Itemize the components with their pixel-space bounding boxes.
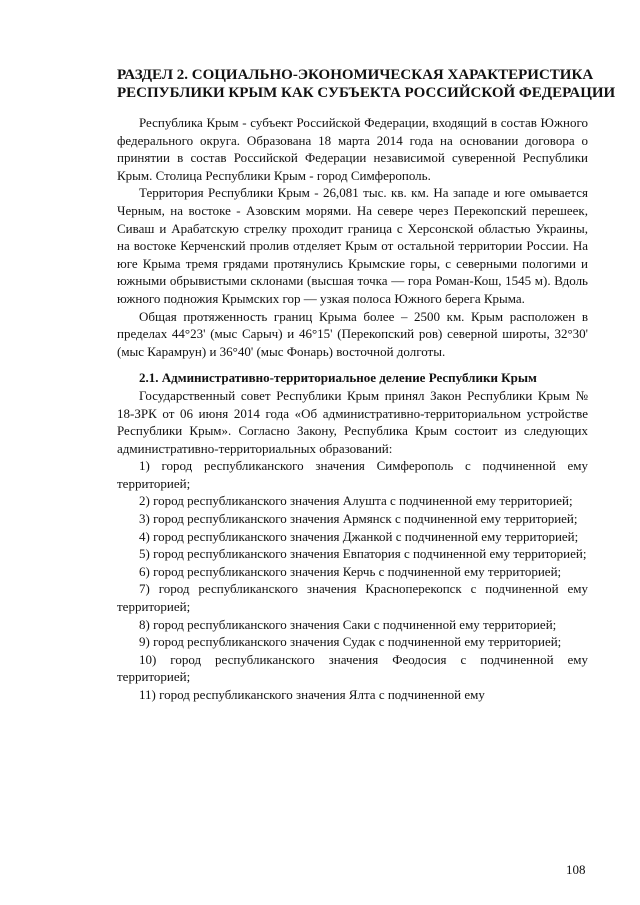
section-title <box>117 66 616 102</box>
list-item: 10) город республиканского значения Феодосия с подчиненной ему территорией; <box>117 651 588 685</box>
list-item: 8) город республиканского значения Саки с подчиненной ему территорией; <box>139 616 557 632</box>
list-item: 11) город республиканского значения Ялта с подчиненной ему <box>139 687 485 702</box>
page-number: 108 <box>566 862 586 877</box>
paragraph-borders: Общая протяженность границ Крыма более – 2500 км. Крым расположен в пределах 44°23' (мыс Сарыч) и 46°15' (Перекопский ров) северной широты, 32°30' (мыс Карамрун) и 36°40' (мыс Фонарь) восточной долготы. <box>117 308 588 359</box>
list-item: 2) город республиканского значения Алушта с подчиненной ему территорией; <box>139 493 573 509</box>
paragraph-territory: Территория Республики Крым - 26,081 тыс. кв. км. На западе и юге омывается Черным, на востоке - Азовским морями. На севере через Перекопский перешеек, Сиваш и Арабатскую стрелку проходит граница с Херсонской областью Украины, на востоке Керченский пролив отделяет Крым от остальной территории России. На юге Крыма тремя грядами протянулись Крымские горы, с северными пологими и южными обрывистыми склонами (высшая точка — гора Роман-Кош, 1545 м). Вдоль южного подножия Крымских гор — узкая полоса Южного берега Крыма. <box>117 185 588 306</box>
list-item: 7) город республиканского значения Красноперекопск с подчиненной ему территорией; <box>117 581 588 615</box>
list-item: 4) город республиканского значения Джанкой с подчиненной ему территорией; <box>139 528 579 544</box>
list-item: 5) город республиканского значения Евпатория с подчиненной ему территорией; <box>139 546 587 562</box>
paragraph-status: Республика Крым - субъект Российской Федерации, входящий в состав Южного федерального округа. Образована 18 марта 2014 года на основании договора о принятии в состав Российской Федерации независимой суверенной Республики Крым. Столица Республики Крым - город Симферополь. <box>117 115 588 183</box>
list-item: 1) город республиканского значения Симферополь с подчиненной ему территорией; <box>117 458 588 491</box>
list-item: 3) город республиканского значения Армянск с подчиненной ему территорией; <box>139 511 578 527</box>
section-title-line-1: РАЗДЕЛ 2. СОЦИАЛЬНО-ЭКОНОМИЧЕСКАЯ ХАРАКТЕРИСТИКА <box>117 67 594 83</box>
list-item: 9) город республиканского значения Судак с подчиненной ему территорией; <box>139 634 562 650</box>
admin-division-list <box>117 457 588 703</box>
subsection-heading: 2.1. Административно-территориальное деление Республики Крым <box>139 370 537 386</box>
section-title-line-2: РЕСПУБЛИКИ КРЫМ КАК СУБЪЕКТА РОССИЙСКОЙ ФЕДЕРАЦИИ <box>117 85 616 101</box>
list-item: 6) город республиканского значения Керчь с подчиненной ему территорией; <box>139 563 562 579</box>
subsection-intro: Государственный совет Республики Крым принял Закон Республики Крым № 18-ЗРК от 06 июня 2014 года «Об административно-территориальном устройстве Республики Крым». Согласно Закону, Республика Крым состоит из следующих административно-территориальных образований: <box>117 387 588 456</box>
page-content <box>117 44 616 704</box>
